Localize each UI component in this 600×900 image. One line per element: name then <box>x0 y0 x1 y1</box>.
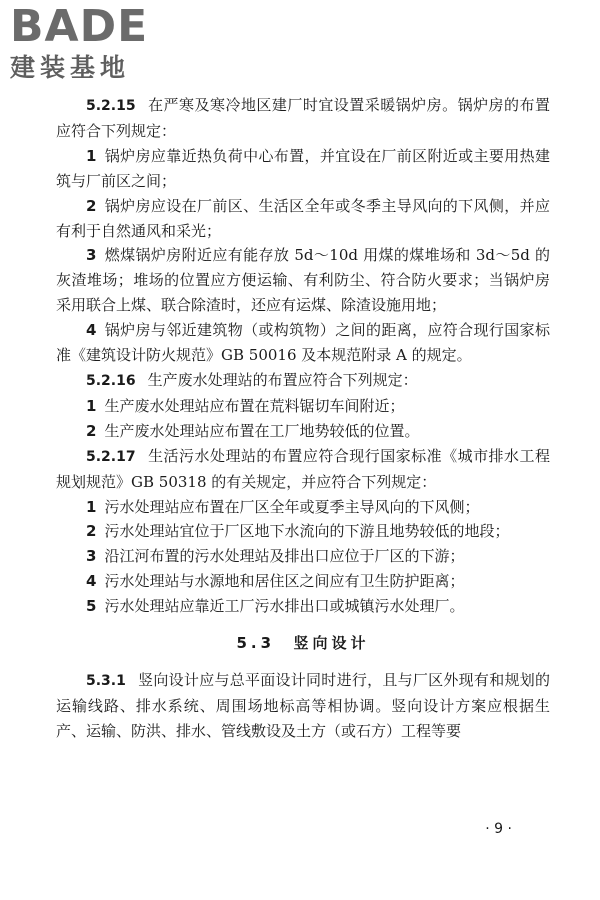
logo-wordmark: BADE <box>10 1 149 52</box>
clause-5-3-1: 5.3.1 竖向设计应与总平面设计同时进行，且与厂区外现有和规划的运输线路、排水系统、周围场地标高等相协调。竖向设计方案应根据生产、运输、防洪、排水、管线敷设及土方（或石方）工程等要 <box>56 670 550 740</box>
list-item: 3 沿江河布置的污水处理站及排出口应位于厂区的下游； <box>86 547 465 566</box>
list-item: 5 污水处理站应靠近工厂污水排出口或城镇污水处理厂。 <box>86 597 465 616</box>
list-item: 1 锅炉房应靠近热负荷中心布置，并宜设在厂前区附近或主要用热建筑与厂前区之间； <box>56 146 550 190</box>
section-heading: 5.3 竖向设计 <box>236 634 370 653</box>
logo-subtitle: 建装基地 <box>10 53 131 82</box>
list-item: 2 锅炉房应设在厂前区、生活区全年或冬季主导风向的下风侧，并应有利于自然通风和采光； <box>56 196 550 240</box>
document-body <box>56 93 550 744</box>
list-item: 2 污水处理站宜位于厂区地下水流向的下游且地势较低的地段； <box>86 522 510 541</box>
list-item: 1 污水处理站应布置在厂区全年或夏季主导风向的下风侧； <box>86 497 480 516</box>
list-item: 4 污水处理站与水源地和居住区之间应有卫生防护距离； <box>86 572 465 591</box>
list-item: 3 燃煤锅炉房附近应有能存放 5d～10d 用煤的煤堆场和 3d～5d 的灰渣堆场；堆场的位置应方便运输、有利防尘、符合防火要求；当锅炉房采用联合上煤、联合除渣时，还应有运煤、除渣设施用地； <box>56 246 550 315</box>
list-item: 1 生产废水处理站应布置在荒料锯切车间附近； <box>86 396 405 415</box>
list-item: 2 生产废水处理站应布置在工厂地势较低的位置。 <box>86 421 420 440</box>
list-item: 4 锅炉房与邻近建筑物（或构筑物）之间的距离，应符合现行国家标准《建筑设计防火规范》GB 50016 及本规范附录 A 的规定。 <box>56 321 550 365</box>
clause-5-2-16: 5.2.16 生产废水处理站的布置应符合下列规定： <box>86 370 418 389</box>
logo <box>10 1 180 84</box>
clause-5-2-17: 5.2.17 生活污水处理站的布置应符合现行国家标准《城市排水工程规划规范》GB 50318 的有关规定，并应符合下列规定： <box>56 446 550 491</box>
page-number: · 9 · <box>485 821 512 837</box>
clause-5-2-15: 5.2.15 在严寒及寒冷地区建厂时宜设置采暖锅炉房。锅炉房的布置应符合下列规定： <box>56 96 550 140</box>
